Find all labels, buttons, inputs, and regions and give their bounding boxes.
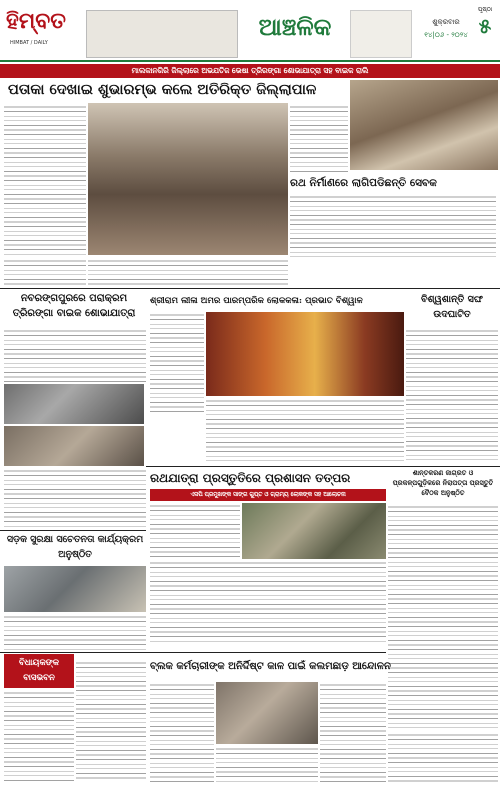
nabarangpur-photo-2 xyxy=(4,426,144,466)
page-label: ପୃଷ୍ଠା xyxy=(477,6,493,13)
day-label: ଶୁକ୍ରବାର xyxy=(432,18,460,26)
headline-shriram-text: ଶ୍ରୀରାମ ଲୀଳା ଅମର ପାରମ୍ପରିକ ଲୋକକଳା: ପ୍ରଭାତ ବିଶ୍ୱାଳ xyxy=(150,296,363,306)
headline-block xyxy=(150,654,496,680)
masthead-band-2 xyxy=(350,10,412,58)
date-label: ୧୪|୦୬ - ୨୦୨୪ xyxy=(424,31,468,39)
logo-text: ହିମ୍ବତ xyxy=(6,8,66,34)
masthead-rule xyxy=(0,60,500,62)
top-mid-text xyxy=(290,104,348,174)
headline-bishwashanti xyxy=(406,292,498,326)
section-title: ଆଞ୍ଚଳିକ xyxy=(258,12,332,41)
date-box xyxy=(420,18,472,56)
headline-shriram xyxy=(150,292,404,310)
headline-shanti-text: ଶାନ୍ତକରଣ ଜାଗ୍ରତ ଓ ପ୍ରକଳ୍ପଗୁଡ଼ିକରେ ନିରାପତ୍ତା ପ୍ରସ୍ତୁତି ବୈଠକ ଅନୁଷ୍ଠିତ xyxy=(392,469,494,497)
headline-nabarangpur xyxy=(4,291,144,325)
shanti-text-2 xyxy=(388,732,498,782)
shanti-text xyxy=(388,504,498,730)
section-divider-2 xyxy=(146,466,500,467)
shriram-photo xyxy=(206,312,404,396)
rathayatra-text xyxy=(150,503,240,557)
top-left-text xyxy=(4,104,86,256)
ratha-photo xyxy=(350,80,498,170)
headline-bidhayak xyxy=(4,654,74,688)
section-divider-3 xyxy=(0,530,146,531)
headline-bishwashanti-text: ବିଶ୍ୱଶାନ୍ତି ସଙ୍ଘ ଉଦଘାଟିତ xyxy=(421,294,483,320)
headline-nabarangpur-text: ନବରଙ୍ଗପୁରରେ ପରାକ୍ରମ ତ୍ରିରଙ୍ଗା ବାଇକ ଶୋଭାଯାତ୍ରା xyxy=(12,293,136,319)
nabarangpur-text xyxy=(4,328,146,382)
logo xyxy=(4,4,82,56)
headline-suraksha-text: ସଡ଼କ ସୁରକ୍ଷା ସଚେତନତା କାର୍ଯ୍ୟକ୍ରମ ଅନୁଷ୍ଠିତ xyxy=(6,534,144,560)
section-divider-4 xyxy=(0,652,386,653)
block-text-2 xyxy=(216,746,318,782)
rathayatra-photo xyxy=(242,503,386,559)
top-banner xyxy=(0,64,500,78)
block-text-3 xyxy=(320,682,386,782)
headline-ratha-text: ରଥ ନିର୍ମାଣରେ ଲାଗିପଡିଛନ୍ତି ସେବକ xyxy=(290,177,437,189)
logo-sub: HIMBAT / DAILY xyxy=(10,40,48,46)
headline-block-text: ବ୍ଲକ କର୍ମଚାରୀଙ୍କ ଅନିର୍ଦ୍ଦିଷ୍ଟ କାଳ ପାଇଁ କଲମଛାଡ଼ ଆନ୍ଦୋଳନ xyxy=(150,661,391,672)
top-lower-left-text xyxy=(4,258,86,286)
rally-photo-top xyxy=(88,103,288,255)
headline-rathayatra xyxy=(150,468,386,488)
nabarangpur-photo-1 xyxy=(4,384,144,424)
nabarangpur-text-2 xyxy=(4,468,146,528)
page-number-box xyxy=(474,6,496,54)
headline-suraksha xyxy=(4,532,146,564)
ratha-text xyxy=(290,194,496,258)
rathayatra-text-2 xyxy=(150,560,386,644)
suraksha-photo xyxy=(4,566,146,612)
shriram-text-2 xyxy=(206,398,404,464)
page-number: ୫ xyxy=(478,14,492,38)
headline-rathayatra-text: ରଥଯାତ୍ରା ପ୍ରସ୍ତୁତିରେ ପ୍ରଶାସନ ତତ୍ପର xyxy=(150,471,351,485)
headline-top-text: ପତାକା ଦେଖାଇ ଶୁଭାରମ୍ଭ କଲେ ଅତିରିକ୍ତ ଜିଲ୍ଲାପାଳ xyxy=(8,81,317,98)
suraksha-text xyxy=(4,614,146,650)
section-divider-1 xyxy=(0,288,500,289)
block-photo xyxy=(216,682,318,744)
masthead xyxy=(0,0,500,64)
shriram-text xyxy=(150,312,204,412)
bidhayak-text-1 xyxy=(4,690,74,782)
bishwashanti-text xyxy=(406,328,498,464)
masthead-band xyxy=(86,10,238,58)
top-lower-text xyxy=(88,258,288,286)
headline-ratha xyxy=(290,175,498,191)
headline-bidhayak-text: ବିଧାୟକଙ୍କ ବାସଭବନ xyxy=(18,658,60,683)
block-text-1 xyxy=(150,682,214,782)
headline-shanti xyxy=(388,468,498,502)
bidhayak-text-2 xyxy=(76,660,146,782)
rathayatra-subhead-text: ଏସପି ପ୍ରମୁଖଙ୍କ ସାଙ୍ଗ ଗୁପ୍ତ ଓ ଗ୍ରାମ୍ୟ ଲୋକଙ୍କ ସହ ଆଲୋଚନା xyxy=(190,492,346,498)
rathayatra-subhead xyxy=(150,489,386,501)
top-banner-text: ମାଲକାନଗିରି ଜିଲ୍ଲାରେ ଅଭଯତିଜ ଭେଷା ତ୍ରିରଙ୍ଗା ଶୋଭାଯାତ୍ରା ସହ ବାଇକ ରାଲି xyxy=(131,66,369,75)
